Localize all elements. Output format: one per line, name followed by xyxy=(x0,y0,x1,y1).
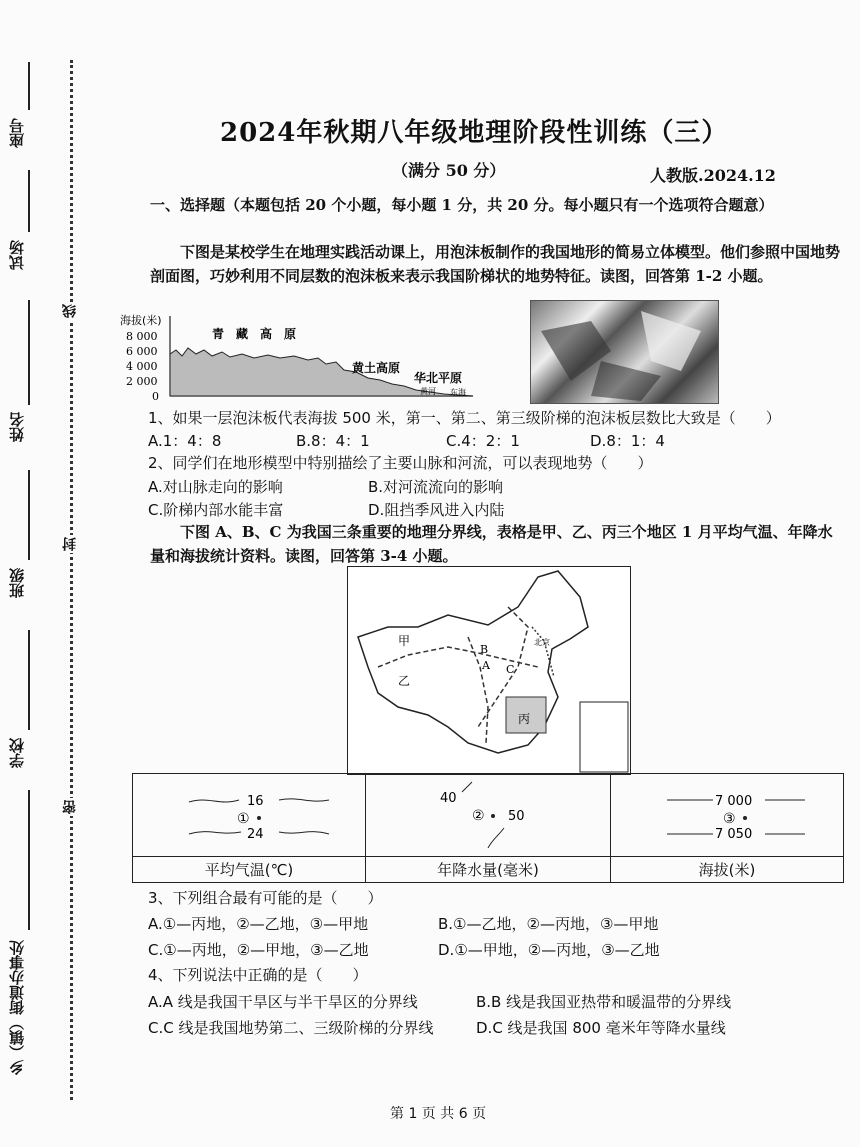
profile-tick: 6 000 xyxy=(126,345,158,358)
profile-ylabel: 海拔(米) xyxy=(120,314,162,327)
q2-option-c[interactable]: C.阶梯内部水能丰富 xyxy=(148,501,284,519)
intro-text: 下图是某校学生在地理实践活动课上，用泡沫板制作的我国地形的简易立体模型。他们参照中国地势剖面图，巧妙利用不同层数的泡沫板来表示我国阶梯状的地势特征。读图，回答第 1-2 小题。 xyxy=(150,243,841,285)
page-footer: 第 1 页 共 6 页 xyxy=(390,1106,487,1122)
profile-tick: 0 xyxy=(152,390,159,403)
question-1: 1、如果一层泡沫板代表海拔 500 米，第一、第二、第三级阶梯的泡沫板层数比大致是（ ） xyxy=(148,409,781,427)
contour-diagram xyxy=(627,778,827,848)
q3-option-a[interactable]: A.①—丙地，②—乙地，③—甲地 xyxy=(148,915,369,933)
photo-texture xyxy=(531,301,718,403)
q4-option-c[interactable]: C.C 线是我国地势第二、三级阶梯的分界线 xyxy=(148,1019,434,1037)
marker-1: ① xyxy=(237,811,250,827)
map-label: B xyxy=(480,643,489,656)
q3-option-c[interactable]: C.①—丙地，②—甲地，③—乙地 xyxy=(148,941,369,959)
climate-data-table xyxy=(132,773,844,883)
score-note: （满分 50 分） xyxy=(392,161,506,180)
seal-seal-char: 封 xyxy=(62,537,78,551)
profile-tick: 4 000 xyxy=(126,360,158,373)
isohyet-right-value: 50 xyxy=(508,809,525,824)
question-3: 3、下列组合最有可能的是（ ） xyxy=(148,889,383,907)
q1-option-a[interactable]: A.1：4：8 xyxy=(148,432,222,450)
binding-dotted-line xyxy=(70,60,73,1100)
contour-top-value: 7 000 xyxy=(715,794,753,809)
profile-label: 华北平原 xyxy=(414,371,463,385)
class-blank[interactable] xyxy=(28,470,30,560)
q3-option-b[interactable]: B.①—乙地，②—丙地，③—甲地 xyxy=(438,915,659,933)
foam-model-photo xyxy=(530,300,719,404)
map-label: C xyxy=(506,663,515,676)
contour-bottom-value: 7 050 xyxy=(715,827,753,842)
seal-line-char: 线 xyxy=(62,304,78,318)
q4-option-b[interactable]: B.B 线是我国亚热带和暖温带的分界线 xyxy=(476,993,732,1011)
q4-option-a[interactable]: A.A 线是我国干旱区与半干旱区的分界线 xyxy=(148,993,418,1011)
table-header-precipitation: 年降水量(毫米) xyxy=(366,857,611,883)
seat-blank[interactable] xyxy=(28,62,30,110)
profile-tick: 2 000 xyxy=(126,375,158,388)
page-title: 2024年秋期八年级地理阶段性训练（三） xyxy=(220,118,729,148)
question-4: 4、下列说法中正确的是（ ） xyxy=(148,966,368,984)
intro-paragraph xyxy=(150,240,840,288)
school-label: 学校 xyxy=(8,738,26,768)
table-header-elevation: 海拔(米) xyxy=(611,857,844,883)
map-label: 丙 xyxy=(518,712,531,726)
map-label: 甲 xyxy=(398,634,411,648)
terrain-profile-chart xyxy=(118,312,493,404)
school-blank[interactable] xyxy=(28,630,30,730)
q2-option-a[interactable]: A.对山脉走向的影响 xyxy=(148,478,283,496)
question-2: 2、同学们在地形模型中特别描绘了主要山脉和河流，可以表现地势（ ） xyxy=(148,454,653,472)
seal-secret-char: 密 xyxy=(62,800,78,814)
china-map-drawing xyxy=(348,567,630,774)
name-label: 姓名 xyxy=(8,412,26,442)
intro2-text: 下图 A、B、C 为我国三条重要的地理分界线，表格是甲、乙、丙三个地区 1 月平均气温、年降水量和海拔统计资料。读图，回答第 3-4 小题。 xyxy=(150,523,833,565)
profile-label: 黄土高原 xyxy=(352,361,401,375)
intro-paragraph-2 xyxy=(150,520,840,568)
seat-label: 座号 xyxy=(8,118,26,148)
precipitation-cell xyxy=(366,774,611,857)
elevation-cell xyxy=(611,774,844,857)
map-label: 北京 xyxy=(534,638,550,647)
profile-label: 东海 xyxy=(450,388,466,397)
profile-label: 黄河 xyxy=(420,387,436,396)
isotherm-diagram xyxy=(149,778,349,848)
q2-option-d[interactable]: D.阻挡季风进入内陆 xyxy=(368,501,505,519)
isohyet-left-value: 40 xyxy=(440,791,457,806)
q1-option-c[interactable]: C.4：2：1 xyxy=(446,432,520,450)
q1-option-d[interactable]: D.8：1：4 xyxy=(590,432,665,450)
isotherm-top-value: 16 xyxy=(247,794,264,809)
profile-tick: 8 000 xyxy=(126,330,158,343)
q1-option-b[interactable]: B.8：4：1 xyxy=(296,432,370,450)
marker-3: ③ xyxy=(723,811,736,827)
section-heading: 一、选择题（本题包括 20 个小题，每小题 1 分，共 20 分。每小题只有一个选项符合题意） xyxy=(150,196,774,214)
township-blank[interactable] xyxy=(28,790,30,930)
q3-option-d[interactable]: D.①—甲地，②—丙地，③—乙地 xyxy=(438,941,660,959)
exam-room-blank[interactable] xyxy=(28,170,30,232)
township-label: 乡（镇）街道办事处 xyxy=(8,940,26,1075)
isohyet-diagram xyxy=(388,778,588,848)
class-label: 班级 xyxy=(8,568,26,598)
marker-2: ② xyxy=(472,808,485,824)
map-label: 乙 xyxy=(398,674,411,688)
table-header-temperature: 平均气温(℃) xyxy=(133,857,366,883)
q4-option-d[interactable]: D.C 线是我国 800 毫米年等降水量线 xyxy=(476,1019,726,1037)
china-map xyxy=(347,566,631,775)
isotherm-bottom-value: 24 xyxy=(247,827,264,842)
profile-label: 青 藏 高 原 xyxy=(212,327,297,341)
map-label: A xyxy=(482,659,490,672)
q2-option-b[interactable]: B.对河流流向的影响 xyxy=(368,478,504,496)
name-blank[interactable] xyxy=(28,300,30,405)
temperature-cell xyxy=(133,774,366,857)
exam-room-label: 试场 xyxy=(8,240,26,270)
edition-note: 人教版.2024.12 xyxy=(650,166,776,185)
